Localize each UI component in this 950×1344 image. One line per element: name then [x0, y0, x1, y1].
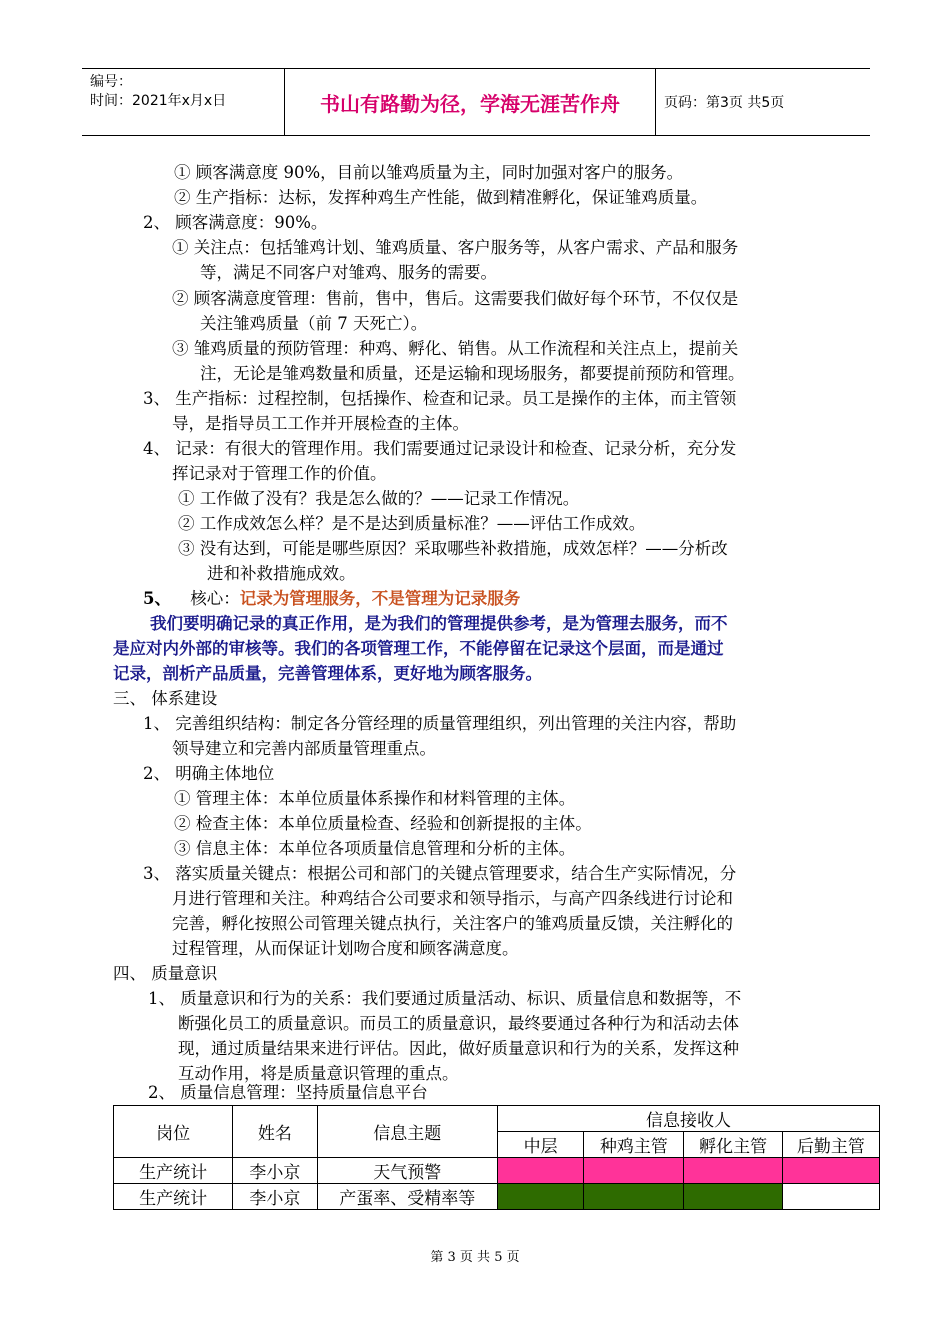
- body-line: ① 管理主体：本单位质量体系操作和材料管理的主体。: [174, 789, 576, 808]
- header-left-cell: [82, 69, 285, 135]
- body-line: 等，满足不同客户对雏鸡、服务的需要。: [200, 263, 497, 282]
- header-motto: 书山有路勤为径，学海无涯苦作舟: [285, 69, 656, 135]
- body-line: ① 顾客满意度 90%，目前以雏鸡质量为主，同时加强对客户的服务。: [174, 163, 684, 182]
- table-row: [114, 1158, 880, 1184]
- body-line: 挥记录对于管理工作的价值。: [172, 464, 387, 483]
- body-line: 现，通过质量结果来进行评估。因此，做好质量意识和行为的关系，发挥这种: [178, 1039, 739, 1058]
- cell-topic: 产蛋率、受精率等: [317, 1184, 497, 1210]
- cell-post: 生产统计: [114, 1184, 233, 1210]
- core-label: 核心：: [190, 589, 240, 608]
- table-row: [114, 1184, 880, 1210]
- body-line: ② 生产指标：达标，发挥种鸡生产性能，做到精准孵化，保证雏鸡质量。: [174, 188, 708, 207]
- section-heading: 三、 体系建设: [113, 689, 218, 708]
- body-line: 2、 顾客满意度：90%。: [143, 213, 328, 232]
- body-line: 注，无论是雏鸡数量和质量，还是运输和现场服务，都要提前预防和管理。: [200, 364, 745, 383]
- receiver-cell-on: [684, 1184, 782, 1210]
- receiver-cell-on: [497, 1158, 583, 1184]
- body-line: 2、 质量信息管理：坚持质量信息平台: [148, 1083, 428, 1102]
- body-line: ③ 雏鸡质量的预防管理：种鸡、孵化、销售。从工作流程和关注点上，提前关: [172, 339, 739, 358]
- receiver-cell-on: [584, 1158, 684, 1184]
- receiver-cell-on: [684, 1158, 782, 1184]
- subheader-logistics: 后勤主管: [782, 1132, 879, 1158]
- body-line: ② 工作成效怎么样？是不是达到质量标准？——评估工作成效。: [178, 514, 646, 533]
- info-table: [113, 1105, 880, 1210]
- cell-name: 李小京: [233, 1184, 317, 1210]
- body-line: 过程管理，从而保证计划吻合度和顾客满意度。: [172, 939, 519, 958]
- header-topic: 信息主题: [317, 1106, 497, 1158]
- page-number-label: 页码：第3页 共5页: [664, 95, 785, 111]
- core-number: 5、: [143, 589, 171, 608]
- body-line: 3、 落实质量关键点：根据公司和部门的关键点管理要求，结合生产实际情况，分: [143, 864, 737, 883]
- body-line: 领导建立和完善内部质量管理重点。: [172, 739, 436, 758]
- core-emphasis: 记录为管理服务，不是管理为记录服务: [239, 589, 521, 608]
- body-line: ③ 没有达到，可能是哪些原因？采取哪些补救措施，成效怎样？——分析改: [178, 539, 728, 558]
- body-line: ② 顾客满意度管理：售前，售中，售后。这需要我们做好每个环节，不仅仅是: [172, 289, 739, 308]
- cell-name: 李小京: [233, 1158, 317, 1184]
- cell-topic: 天气预警: [317, 1158, 497, 1184]
- page-footer: 第 3 页 共 5 页: [430, 1250, 520, 1265]
- body-line: ③ 信息主体：本单位各项质量信息管理和分析的主体。: [174, 839, 576, 858]
- receiver-cell-on: [584, 1184, 684, 1210]
- body-line: 1、 完善组织结构：制定各分管经理的质量管理组织，列出管理的关注内容，帮助: [143, 714, 737, 733]
- header-receivers: 信息接收人: [497, 1106, 879, 1132]
- date-label: 时间：2021年x月x日: [90, 93, 227, 109]
- body-line: 3、 生产指标：过程控制，包括操作、检查和记录。员工是操作的主体，而主管领: [143, 389, 737, 408]
- bold-para-line: 是应对内外部的审核等。我们的各项管理工作，不能停留在记录这个层面，而是通过: [113, 639, 724, 658]
- subheader-breeder: 种鸡主管: [584, 1132, 684, 1158]
- body-line: 完善，孵化按照公司管理关键点执行，关注客户的雏鸡质量反馈，关注孵化的: [172, 914, 733, 933]
- body-line: 1、 质量意识和行为的关系：我们要通过质量活动、标识、质量信息和数据等，不: [148, 989, 742, 1008]
- body-line: 月进行管理和关注。种鸡结合公司要求和领导指示，与高产四条线进行讨论和: [172, 889, 733, 908]
- receiver-cell-on: [497, 1184, 583, 1210]
- body-line: 4、 记录：有很大的管理作用。我们需要通过记录设计和检查、记录分析，充分发: [143, 439, 737, 458]
- body-line: 关注雏鸡质量（前 7 天死亡）。: [200, 314, 428, 333]
- body-line: 断强化员工的质量意识。而员工的质量意识，最终要通过各种行为和活动去体: [178, 1014, 739, 1033]
- body-line: 进和补救措施成效。: [207, 564, 356, 583]
- subheader-hatch: 孵化主管: [684, 1132, 782, 1158]
- body-line: 导，是指导员工工作并开展检查的主体。: [172, 414, 469, 433]
- page-header: [82, 68, 870, 136]
- body-line: ① 关注点：包括雏鸡计划、雏鸡质量、客户服务等，从客户需求、产品和服务: [172, 238, 739, 257]
- header-post: 岗位: [114, 1106, 233, 1158]
- receiver-cell-off: [782, 1184, 879, 1210]
- subheader-middle: 中层: [497, 1132, 583, 1158]
- body-line: 2、 明确主体地位: [143, 764, 275, 783]
- bold-para-line: 记录，剖析产品质量，完善管理体系，更好地为顾客服务。: [113, 664, 542, 683]
- body-line: ① 工作做了没有？我是怎么做的？——记录工作情况。: [178, 489, 580, 508]
- cell-post: 生产统计: [114, 1158, 233, 1184]
- receiver-cell-on: [782, 1158, 879, 1184]
- body-line: ② 检查主体：本单位质量检查、经验和创新提报的主体。: [174, 814, 592, 833]
- body-line: 互动作用，将是质量意识管理的重点。: [178, 1064, 459, 1083]
- bold-para-line: 我们要明确记录的真正作用，是为我们的管理提供参考，是为管理去服务，而不: [150, 614, 728, 633]
- header-name: 姓名: [233, 1106, 317, 1158]
- core-line: [143, 586, 520, 611]
- number-label: 编号：: [90, 74, 132, 90]
- section-heading: 四、 质量意识: [113, 964, 218, 983]
